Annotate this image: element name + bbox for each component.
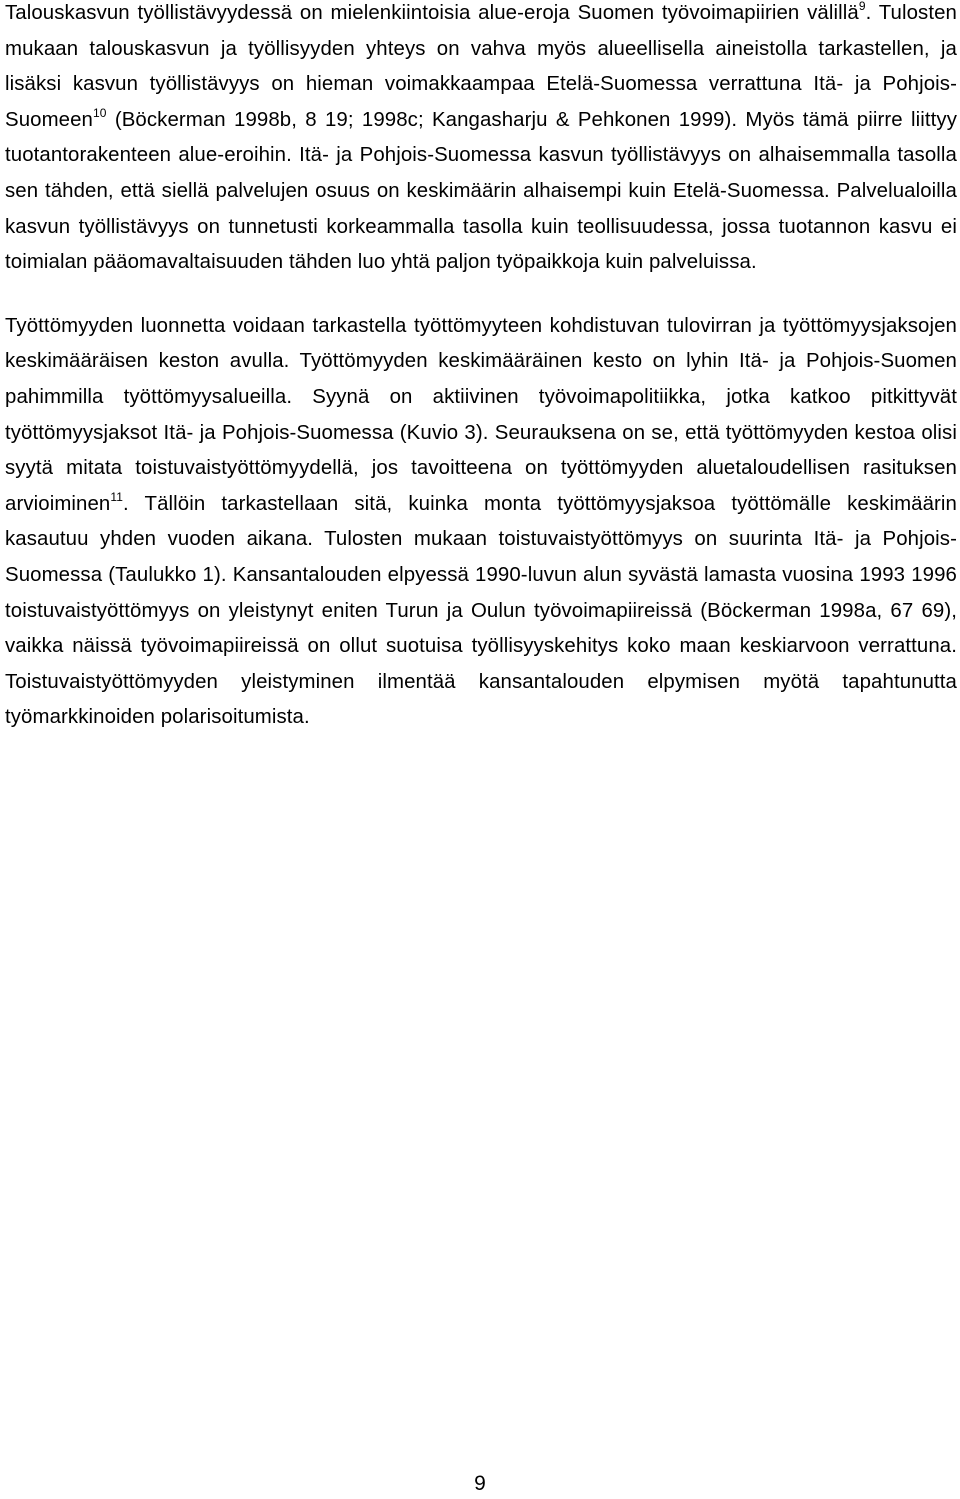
paragraph-1-text-part-1: Talouskasvun työllistävyydessä on mielenkiintoisia alue-eroja Suomen työvoimapiirien välillä — [5, 2, 859, 24]
paragraph-1-text-part-2: . Tulosten mukaan talouskasvun ja työllisyyden yhteys on vahva myös alueellisella aineistolla tarkastellen, ja lisäksi kasvun työllistävyys on hieman voimakkaampaa Etelä-Suomessa verrattuna Itä- ja Pohjois-Suomeen — [5, 2, 957, 131]
body-paragraph-2 — [5, 309, 957, 736]
footnote-reference-11[interactable]: 11 — [110, 489, 124, 504]
paragraph-1-text-part-3: (Böckerman 1998b, 8 19; 1998c; Kangasharju & Pehkonen 1999). Myös tämä piirre liittyy tuotantorakenteen alue-eroihin. Itä- ja Pohjois-Suomessa kasvun työllistävyys on alhaisemmalla tasolla sen tähden, että siellä palvelujen osuus on keskimäärin alhaisempi kuin Etelä-Suomessa. Palvelualoilla kasvun työllistävyys on tunnetusti korkeammalla tasolla kuin teollisuudessa, jossa tuotannon kasvu ei toimialan pääomavaltaisuuden tähden luo yhtä paljon työpaikkoja kuin palveluissa. — [5, 108, 957, 274]
body-paragraph-1 — [5, 0, 957, 281]
footnote-reference-10[interactable]: 10 — [93, 105, 107, 120]
paragraph-2-text-part-2: . Tällöin tarkastellaan sitä, kuinka monta työttömyysjaksoa työttömälle keskimäärin kasautuu yhden vuoden aikana. Tulosten mukaan toistuvaistyöttömyys on suurinta Itä- ja Pohjois-Suomessa (Taulukko 1). Kansantalouden elpyessä 1990-luvun alun syvästä lamasta vuosina 1993 1996 toistuvaistyöttömyys on yleistynyt eniten Turun ja Oulun työvoimapiireissä (Böckerman 1998a, 67 69), vaikka näissä työvoimapiireissä on ollut suotuisa työllisyyskehitys koko maan keskiarvoon verrattuna. Toistuvaistyöttömyyden yleistyminen ilmentää kansantalouden elpymisen myötä tapahtunutta työmarkkinoiden polarisoitumista. — [5, 492, 957, 729]
paragraph-2-text-part-1: Työttömyyden luonnetta voidaan tarkastella työttömyyteen kohdistuvan tulovirran ja työttömyysjaksojen keskimääräisen keston avulla. Työttömyyden keskimääräinen kesto on lyhin Itä- ja Pohjois-Suomen pahimmilla työttömyysalueilla. Syynä on aktiivinen työvoimapolitiikka, jotka katkoo pitkittyvät työttömyysjaksot Itä- ja Pohjois-Suomessa (Kuvio 3). Seurauksena on se, että työttömyyden kestoa olisi syytä mitata toistuvaistyöttömyydellä, jos tavoitteena on työttömyyden aluetaloudellisen rasituksen arvioiminen — [5, 314, 957, 515]
document-page — [5, 0, 957, 736]
page-number: 9 — [474, 1472, 486, 1495]
footnote-reference-9[interactable]: 9 — [858, 0, 866, 13]
